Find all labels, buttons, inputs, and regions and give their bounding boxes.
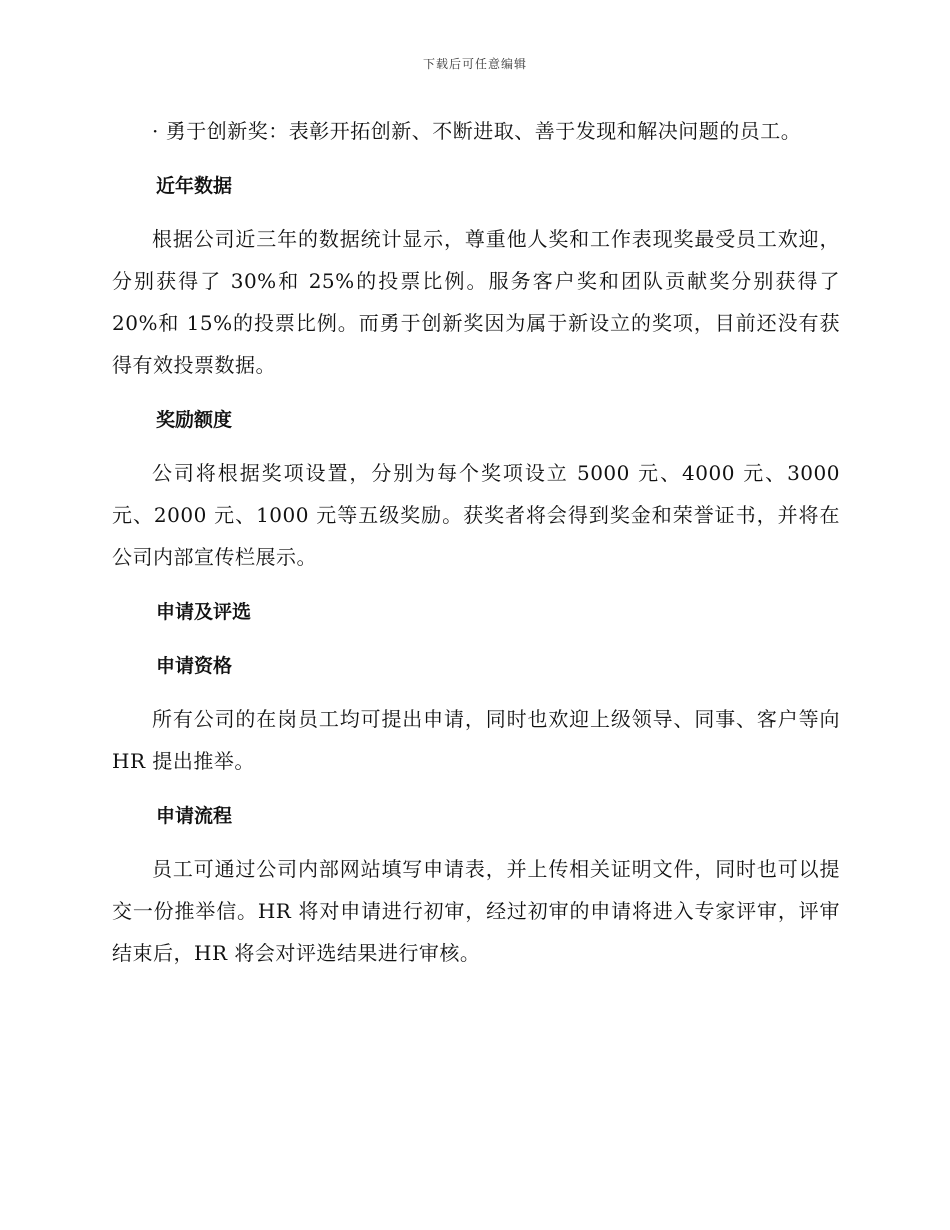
paragraph-eligibility: 所有公司的在岗员工均可提出申请，同时也欢迎上级领导、同事、客户等向 HR 提出推举。: [112, 707, 840, 773]
heading-reward-amount: 奖励额度: [156, 409, 233, 431]
page-header: 下载后可任意编辑: [422, 57, 527, 71]
heading-application-process: 申请流程: [156, 805, 233, 827]
paragraph-application-process: 员工可通过公司内部网站填写申请表，并上传相关证明文件，同时也可以提交一份推举信。HR 将对申请进行初审，经过初审的申请将进入专家评审，评审结束后，HR 将会对评选结果进行审核。: [112, 857, 840, 965]
paragraph-recent-data: 根据公司近三年的数据统计显示，尊重他人奖和工作表现奖最受员工欢迎，分别获得了 30%和 25%的投票比例。服务客户奖和团队贡献奖分别获得了 20%和 15%的投票比例。而勇于创新奖因为属于新设立的奖项，目前还没有获得有效投票数据。: [112, 227, 840, 377]
document-body: [112, 110, 840, 986]
paragraph-reward-amount: 公司将根据奖项设置，分别为每个奖项设立 5000 元、4000 元、3000 元、2000 元、1000 元等五级奖励。获奖者将会得到奖金和荣誉证书，并将在公司内部宣传栏展示。: [112, 461, 840, 569]
heading-application-selection: 申请及评选: [156, 601, 252, 623]
heading-eligibility: 申请资格: [156, 655, 233, 677]
heading-recent-data: 近年数据: [156, 175, 233, 197]
paragraph-innovation-award: · 勇于创新奖：表彰开拓创新、不断进取、善于发现和解决问题的员工。: [152, 119, 802, 143]
